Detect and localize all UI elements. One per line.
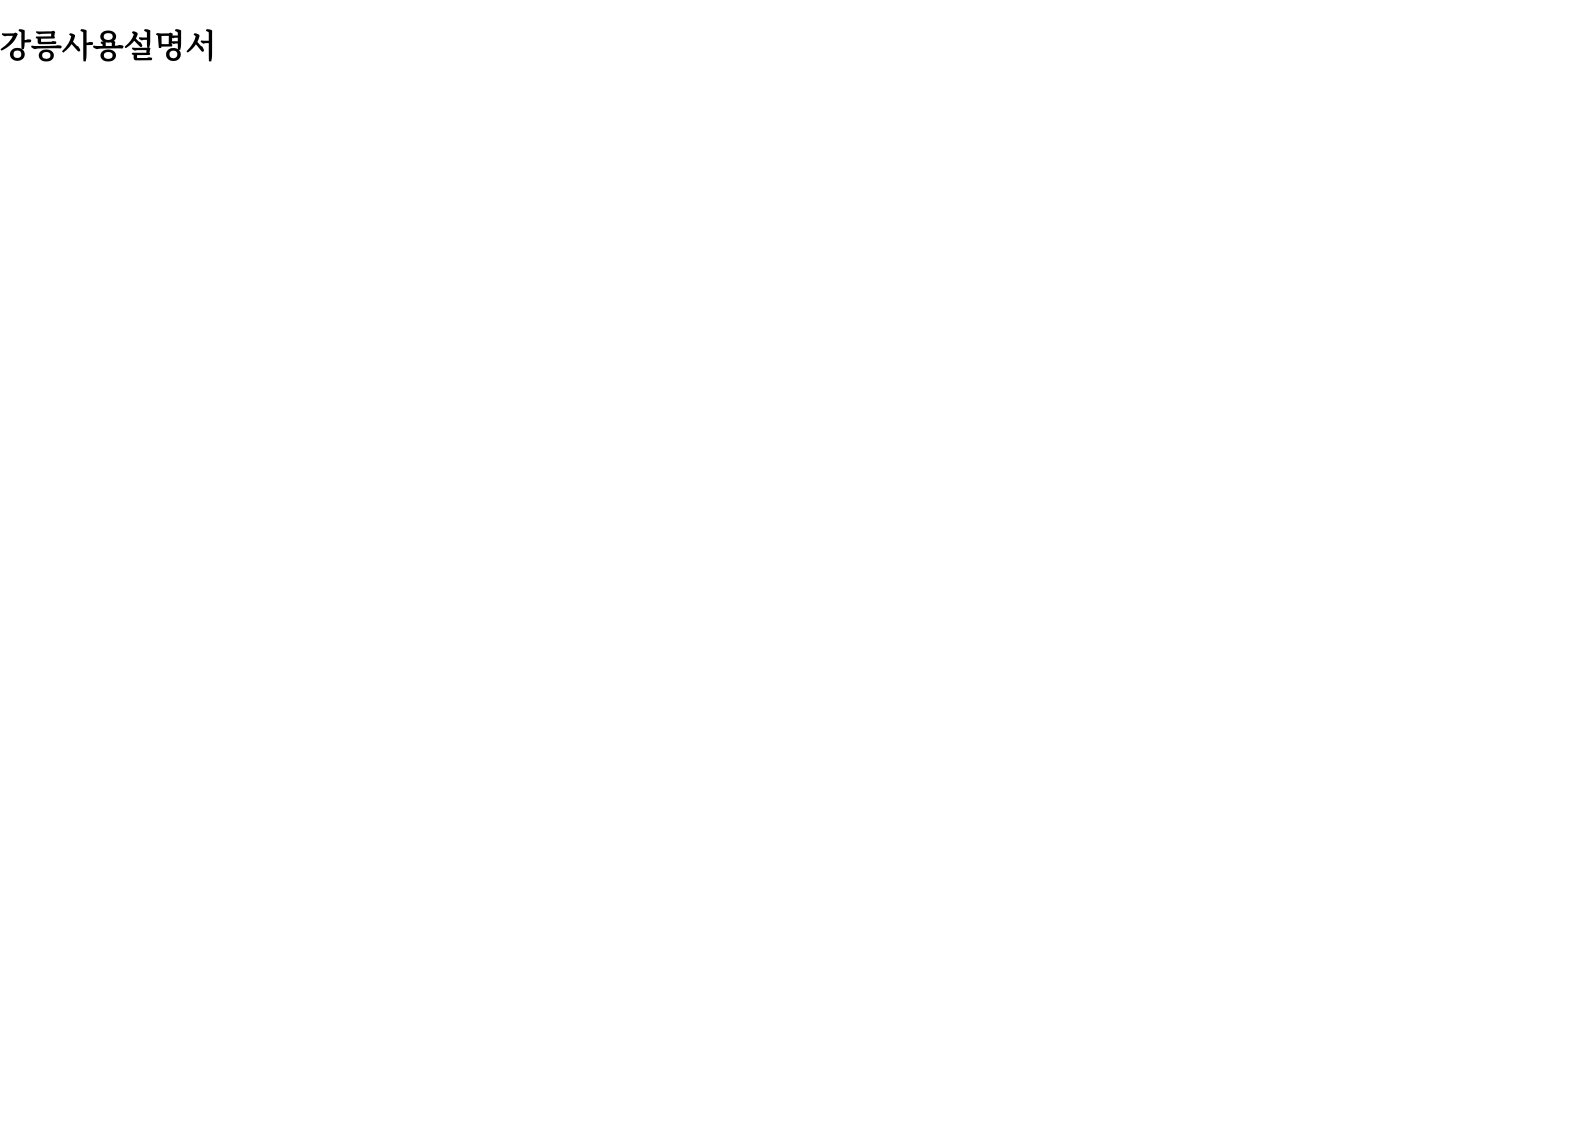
title: 강릉사용설명서: [0, 27, 217, 66]
